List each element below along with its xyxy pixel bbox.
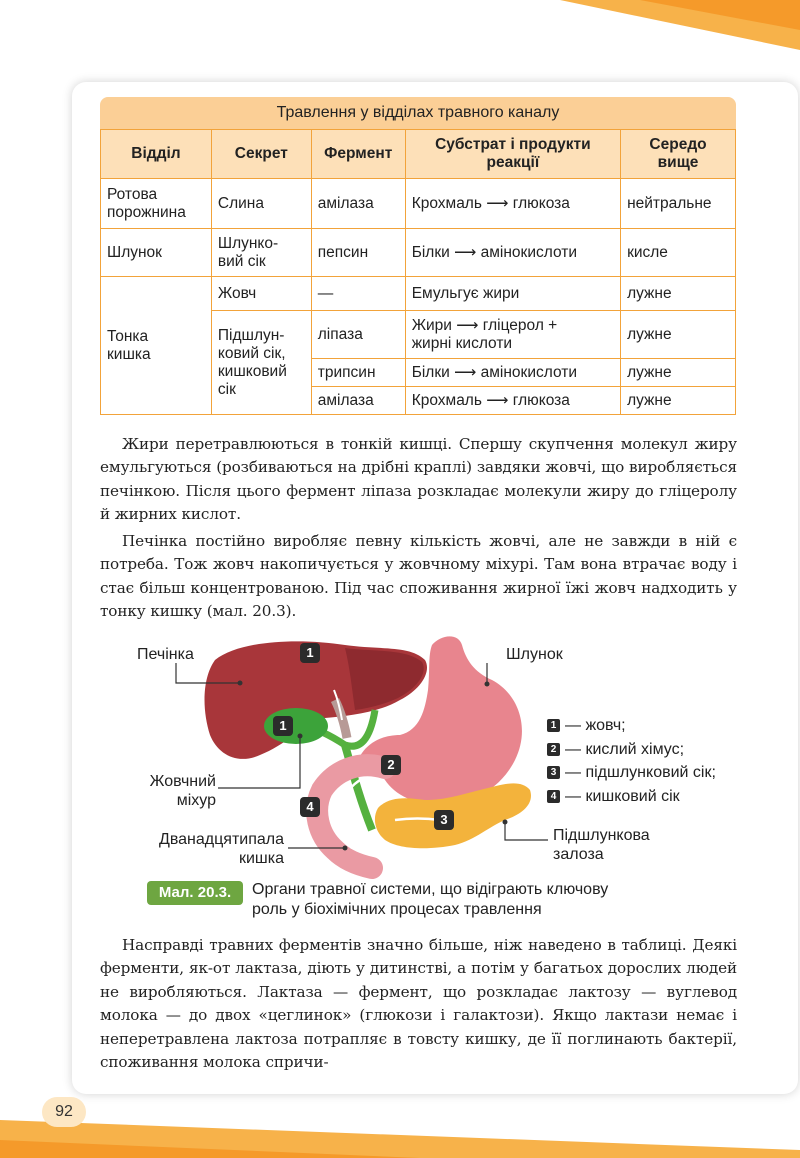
- cell-medium: лужне: [621, 359, 736, 387]
- figure-caption-l1: Органи травної системи, що відіграють ключову: [252, 881, 609, 898]
- cell-secretion: [211, 311, 311, 415]
- badge-bile: 1: [300, 643, 320, 663]
- legend-item: [547, 761, 716, 785]
- paragraph-bile: Печінка постійно виробляє певну кількість жовчі, але не завжди в ній є потреба. Тож жовч накопичується у жовчному міхурі. Там вона втрачає воду і стає більш концентрованою. Під час споживання жирної їжі жовч надходить у тонку кишку (мал. 20.3).: [100, 532, 737, 621]
- cell-text: глюкоза: [512, 391, 570, 409]
- table-header-row: [101, 130, 736, 179]
- badge-intestinal-juice: 4: [300, 797, 320, 817]
- header-substrate-l2: реакції: [486, 154, 540, 171]
- label-duodenum-l2: кишка: [238, 850, 284, 867]
- cell-text: гліцерол +: [482, 316, 558, 334]
- table-row: [101, 179, 736, 229]
- cell-text: амінокислоти: [480, 243, 578, 261]
- arrow-icon: ⟶: [456, 316, 479, 334]
- cell-text: Шлунко-: [217, 234, 279, 252]
- cell-secretion: [211, 229, 311, 277]
- arrow-icon: ⟶: [454, 243, 477, 261]
- label-gallbladder-l2: міхур: [176, 792, 216, 809]
- header-secretion: Секрет: [211, 130, 311, 179]
- header-substrate: [405, 130, 620, 179]
- cell-enzyme: амілаза: [311, 179, 405, 229]
- cell-text: порожнина: [107, 203, 186, 221]
- label-pancreas-l2: залоза: [553, 846, 604, 863]
- digestion-table: [100, 129, 736, 415]
- paragraph-enzymes: Насправді травних ферментів значно більше, ніж наведено в таблиці. Деякі ферменти, як-от лактаза, діють у дитинстві, а потім у багатьох дорослих людей не виробляються. Лактаза — фермент, що розкладає лактозу — вуглевод молока — до двох «цеглинок» (глюкози і галактози). Якщо лактази немає і неперетравлена лактоза потрапляє в товсту кишку, де її поглинають бактерії, споживання молока спричи-: [100, 936, 737, 1072]
- label-pancreas-l1: Підшлункова: [553, 827, 650, 844]
- cell-text: амінокислоти: [480, 363, 578, 381]
- cell-medium: лужне: [621, 311, 736, 359]
- legend-number: 4: [547, 790, 560, 803]
- label-gallbladder: [136, 772, 216, 810]
- arrow-icon: ⟶: [486, 194, 509, 212]
- legend-text: — жовч;: [565, 717, 626, 734]
- header-section: Відділ: [101, 130, 212, 179]
- legend-item: [547, 738, 716, 762]
- header-medium: [621, 130, 736, 179]
- legend-text: — кислий хімус;: [565, 740, 685, 758]
- cell-substrate: [405, 311, 620, 359]
- cell-enzyme: —: [311, 277, 405, 311]
- cell-enzyme: ліпаза: [311, 311, 405, 359]
- cell-text: кишка: [107, 345, 151, 363]
- header-medium-l1: Середо: [649, 136, 707, 153]
- table-title: Травлення у відділах травного каналу: [100, 97, 736, 129]
- header-enzyme: Фермент: [311, 130, 405, 179]
- cell-substrate: Емульгує жири: [405, 277, 620, 311]
- cell-secretion: Слина: [211, 179, 311, 229]
- legend-number: 3: [547, 766, 560, 779]
- cell-text: Крохмаль: [411, 194, 482, 212]
- cell-substrate: [405, 229, 620, 277]
- label-stomach: Шлунок: [506, 646, 563, 663]
- cell-substrate: [405, 179, 620, 229]
- legend-number: 1: [547, 719, 560, 732]
- figure-caption: [252, 880, 608, 920]
- page-number: 92: [42, 1097, 86, 1127]
- cell-enzyme: амілаза: [311, 387, 405, 415]
- cell-secretion: Жовч: [211, 277, 311, 311]
- arrow-icon: ⟶: [454, 363, 477, 381]
- cell-text: Ротова: [107, 185, 158, 203]
- cell-text: Білки: [411, 243, 450, 261]
- cell-section: [101, 277, 212, 415]
- cell-medium: лужне: [621, 387, 736, 415]
- cell-substrate: [405, 359, 620, 387]
- label-liver: Печінка: [137, 646, 194, 663]
- top-corner-decoration: [0, 0, 800, 80]
- cell-enzyme: пепсин: [311, 229, 405, 277]
- cell-medium: кисле: [621, 229, 736, 277]
- legend-item: [547, 714, 716, 738]
- badge-bile: 1: [273, 716, 293, 736]
- cell-text: Тонка: [107, 327, 149, 345]
- figure-legend: [547, 714, 716, 808]
- legend-number: 2: [547, 743, 560, 756]
- badge-chyme: 2: [381, 755, 401, 775]
- paragraph-fats: Жири перетравлюються в тонкій кишці. Спершу скупчення молекул жиру емульгуються (розбиваються на дрібні краплі) завдяки жовчі, що виробляється печінкою. Після цього фермент ліпаза розкладає молекули жиру до гліцеролу й жирних кислот.: [100, 435, 737, 524]
- figure-caption-tag: Мал. 20.3.: [147, 881, 243, 905]
- cell-enzyme: трипсин: [311, 359, 405, 387]
- badge-pancreatic-juice: 3: [434, 810, 454, 830]
- cell-text: Підшлун-: [217, 326, 285, 344]
- legend-text: — кишковий сік: [565, 787, 680, 805]
- cell-text: Крохмаль: [411, 391, 482, 409]
- legend-text: — підшлунковий сік;: [565, 764, 716, 781]
- table-row: [101, 277, 736, 311]
- cell-section: Шлунок: [101, 229, 212, 277]
- figure-caption-l2: роль у біохімічних процесах травлення: [252, 901, 542, 918]
- cell-substrate: [405, 387, 620, 415]
- cell-medium: нейтральне: [621, 179, 736, 229]
- label-duodenum-l1: Дванадцятипала: [158, 831, 284, 848]
- cell-text: сік: [217, 380, 236, 398]
- header-substrate-l1: Субстрат і продукти: [435, 136, 591, 153]
- cell-text: Білки: [411, 363, 450, 381]
- cell-text: кишковий: [217, 362, 287, 380]
- cell-text: вий сік: [217, 252, 266, 270]
- label-pancreas: [553, 826, 650, 864]
- label-gallbladder-l1: Жовчний: [149, 773, 216, 790]
- cell-text: ковий сік,: [217, 344, 286, 362]
- cell-text: глюкоза: [512, 194, 570, 212]
- cell-text: Жири: [411, 316, 452, 334]
- arrow-icon: ⟶: [486, 391, 509, 409]
- legend-item: [547, 785, 716, 809]
- cell-text: жирні кислоти: [411, 334, 513, 352]
- table-row: [101, 229, 736, 277]
- cell-medium: лужне: [621, 277, 736, 311]
- header-medium-l2: вище: [657, 154, 699, 171]
- cell-section: [101, 179, 212, 229]
- label-duodenum: [136, 830, 284, 868]
